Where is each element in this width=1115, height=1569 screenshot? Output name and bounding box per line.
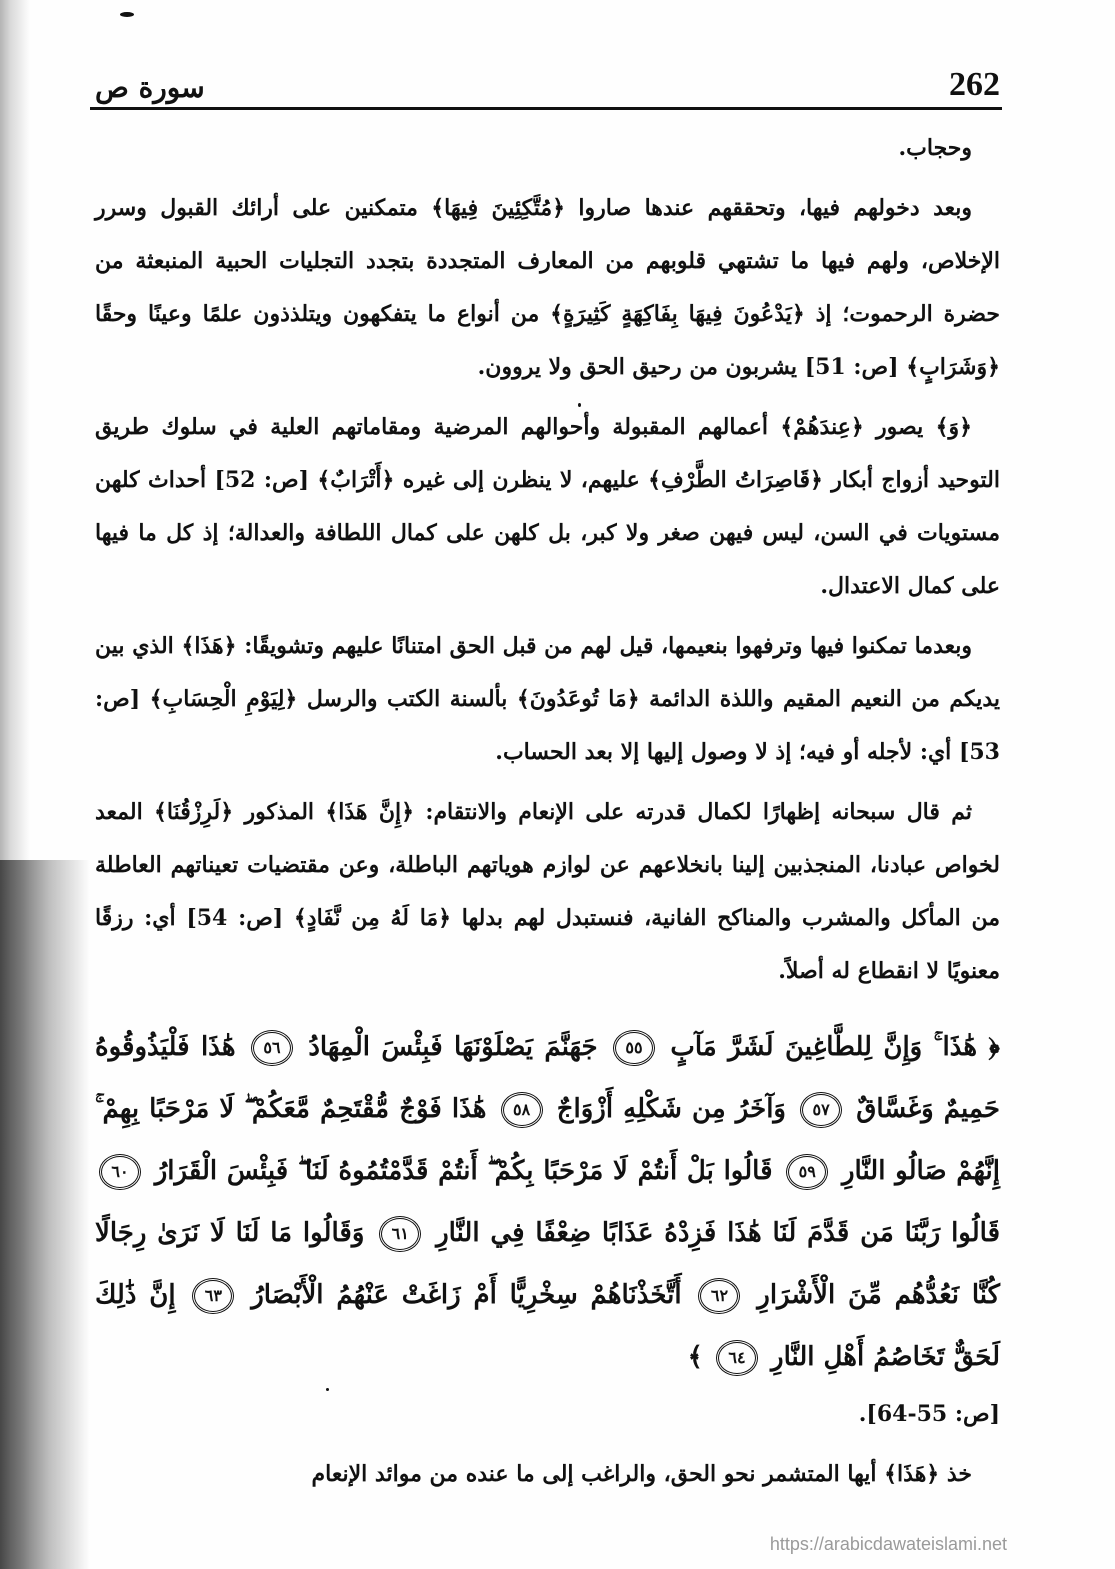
quran-verse: هَٰذَا فَوْجٌ مُّقْتَحِمٌ مَّعَكُمْ ۖ لَا مَرْحَبًا بِهِمْ ۚ إِنَّهُمْ صَالُو النَّارِ bbox=[95, 1094, 1000, 1186]
paragraph: وبعدما تمكنوا فيها وترفهوا بنعيمها، قيل لهم من قبل الحق امتنانًا عليهم وتشويقًا: ﴿هَذَا﴾ الذي بين يديكم من النعيم المقيم واللذة الدائمة ﴿مَا تُوعَدُونَ﴾ بألسنة الكتب والرسل ﴿لِيَوْمِ الْحِسَابِ﴾ [ص: 53] أي: لأجله أو فيه؛ إذ لا وصول إليها إلا بعد الحساب. bbox=[95, 633, 1000, 765]
ayah-number-marker: ٥٧ bbox=[800, 1092, 842, 1128]
ayah-number-marker: ٥٥ bbox=[613, 1030, 655, 1066]
paragraph: ثم قال سبحانه إظهارًا لكمال قدرته على الإنعام والانتقام: ﴿إِنَّ هَذَا﴾ المذكور ﴿لَرِزْقُنَا﴾ المعد لخواص عبادنا، المنجذبين إلينا بانخلاعهم عن لوازم هوياتهم الباطلة، وعن مقتضيات تعيناتهم العاطلة من المأكل والمشرب والمناكح الفانية، فنستبدل لهم بدلها ﴿مَا لَهُ مِن نَّفَادٍ﴾ [ص: 54] أي: رزقًا معنويًا لا انقطاع له أصلاً. bbox=[95, 799, 1001, 984]
quran-verse: هَٰذَا فَلْيَذُوقُوهُ حَمِيمٌ وَغَسَّاقٌ bbox=[95, 1032, 1000, 1124]
quran-verse: إِنَّ ذَٰلِكَ لَحَقٌّ تَخَاصُمُ أَهْلِ النَّارِ bbox=[95, 1280, 1000, 1372]
quran-verse: وَآخَرُ مِن شَكْلِهِ أَزْوَاجٌ bbox=[556, 1094, 786, 1124]
page-title: سورة ص bbox=[95, 71, 205, 104]
quran-closing-bracket: ﴾ bbox=[687, 1342, 703, 1372]
ink-speck bbox=[120, 12, 134, 17]
quran-verse: أَتَّخَذْنَاهُمْ سِخْرِيًّا أَمْ زَاغَتْ عَنْهُمُ الْأَبْصَارُ bbox=[251, 1280, 682, 1310]
quran-verse: قَالُوا رَبَّنَا مَن قَدَّمَ لَنَا هَٰذَا فَزِدْهُ عَذَابًا ضِعْفًا فِي النَّارِ bbox=[436, 1218, 1000, 1248]
page-edge-shadow-dark bbox=[0, 860, 90, 1569]
ayah-number-marker: ٥٨ bbox=[501, 1092, 543, 1128]
paragraph: وبعد دخولهم فيها، وتحققهم عندها صاروا ﴿مُتَّكِئِينَ فِيهَا﴾ متمكنين على أرائك القبول وسرر الإخلاص، ولهم فيها ما تشتهي قلوبهم من المعارف المتجددة بتجدد التجليات الحبية المنبعثة من حضرة الرحموت؛ إذ ﴿يَدْعُونَ فِيهَا بِفَاكِهَةٍ كَثِيرَةٍ﴾ من أنواع ما يتفكهون ويتلذذون علمًا وعينًا وحقًا ﴿وَشَرَابٍ﴾ [ص: 51] يشربون من رحيق الحق ولا يروون. bbox=[95, 195, 1000, 380]
quran-verse: ﴿ هَٰذَا ۚ وَإِنَّ لِلطَّاغِينَ لَشَرَّ مَآبٍ bbox=[670, 1032, 1000, 1062]
page-body bbox=[95, 122, 1000, 1508]
page-header bbox=[95, 52, 1000, 104]
watermark-url: https://arabicdawateislami.net bbox=[769, 1534, 1007, 1554]
ayah-number-marker: ٦١ bbox=[379, 1216, 421, 1252]
ayah-number-marker: ٦٢ bbox=[698, 1278, 740, 1314]
page-number: 262 bbox=[949, 66, 1000, 103]
paragraph: وحجاب. bbox=[898, 135, 972, 161]
verse-reference: [ص: 55-64]. bbox=[858, 1401, 1000, 1427]
ayah-number-marker: ٦٤ bbox=[716, 1340, 758, 1376]
paragraph: خذ ﴿هَذَا﴾ أيها المتشمر نحو الحق، والراغب إلى ما عنده من موائد الإنعام bbox=[311, 1461, 972, 1487]
ayah-number-marker: ٥٩ bbox=[786, 1154, 828, 1190]
quran-verses-block bbox=[95, 1016, 1000, 1440]
quran-verse: قَالُوا بَلْ أَنتُمْ لَا مَرْحَبًا بِكُمْ ۖ أَنتُمْ قَدَّمْتُمُوهُ لَنَا ۖ فَبِئْسَ الْقَرَارُ bbox=[154, 1156, 773, 1186]
ayah-number-marker: ٦٠ bbox=[99, 1154, 141, 1190]
quran-verse: وَقَالُوا مَا لَنَا لَا نَرَىٰ رِجَالًا كُنَّا نَعُدُّهُم مِّنَ الْأَشْرَارِ bbox=[95, 1218, 1000, 1310]
ayah-number-marker: ٦٣ bbox=[192, 1278, 234, 1314]
ayah-number-marker: ٥٦ bbox=[251, 1030, 293, 1066]
header-rule bbox=[90, 107, 1002, 110]
paragraph: ﴿وَ﴾ يصور ﴿عِندَهُمْ﴾ أعمالهم المقبولة وأحوالهم المرضية ومقاماتهم العلية في سلوك طريق التوحيد أزواج أبكار ﴿قَاصِرَاتُ الطَّرْفِ﴾ عليهم، لا ينظرن إلى غيره ﴿أَتْرَابٌ﴾ [ص: 52] أحداث كلهن مستويات في السن، ليس فيهن صغر ولا كبر، بل كلهن على كمال اللطافة والعدالة؛ إذ كل ما فيها على كمال الاعتدال. bbox=[95, 414, 1000, 599]
quran-verse: جَهَنَّمَ يَصْلَوْنَهَا فَبِئْسَ الْمِهَادُ bbox=[308, 1032, 598, 1062]
